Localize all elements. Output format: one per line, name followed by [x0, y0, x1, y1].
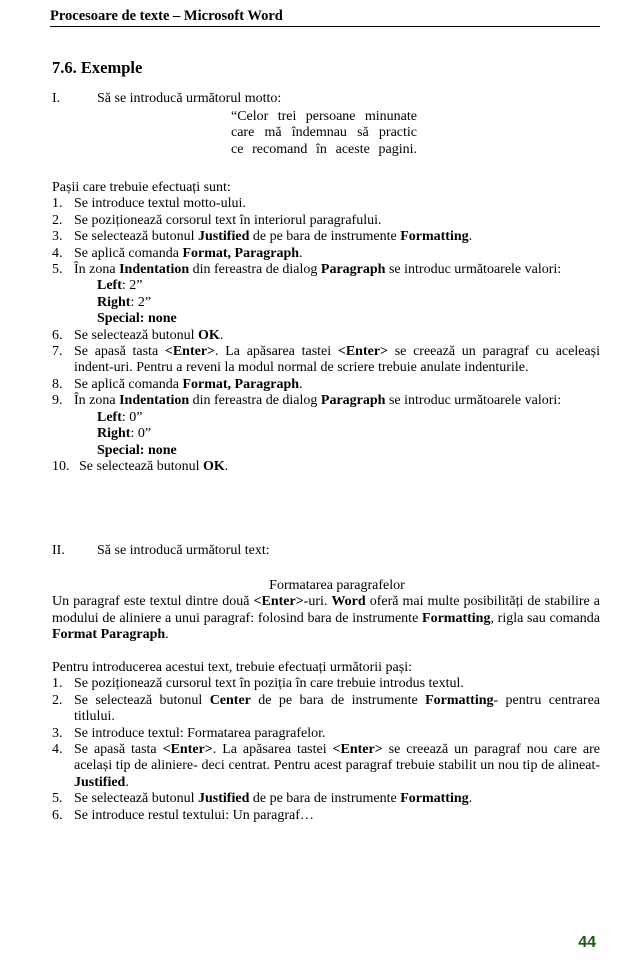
item-text: de pe bara de instrumente — [249, 229, 401, 245]
para-text: , rigla sau comanda — [490, 610, 600, 626]
list-item — [52, 693, 600, 726]
item-text: . — [125, 774, 129, 790]
bold-term: Right — [97, 426, 131, 442]
item-text: se creează un paragraf nou care are același tip de aliniere- deci centrat. Pentru acest paragraf trebuie stabilit un nou tip de alineat- — [74, 742, 600, 774]
list-item — [52, 229, 600, 245]
example-1-number: I. — [52, 91, 61, 106]
bold-term: Paragraph — [320, 393, 386, 409]
item-number: 2. — [52, 692, 63, 708]
example-2-body — [52, 578, 600, 824]
list-item — [52, 246, 600, 262]
bold-term: Format Paragraph — [52, 627, 166, 643]
example-2-instruction: Să se introducă următorul text: — [97, 543, 270, 558]
item-number: 1. — [52, 196, 63, 212]
item-text: În zona — [74, 262, 120, 278]
value-line — [52, 295, 600, 311]
item-number: 10. — [52, 458, 70, 474]
para-text: -uri. — [303, 594, 332, 610]
value-line — [52, 443, 600, 459]
bold-term: Formatting — [425, 692, 494, 708]
bold-term: Formatting — [400, 791, 469, 807]
item-number: 3. — [52, 229, 63, 245]
bold-term: OK — [198, 327, 220, 343]
motto-block — [231, 109, 417, 158]
value-line — [52, 311, 600, 327]
item-text: În zona — [74, 393, 120, 409]
list-item — [52, 791, 600, 807]
bold-term: <Enter> — [253, 594, 304, 610]
item-text: Se selectează butonul — [79, 458, 204, 474]
bold-term: Special: none — [97, 442, 177, 458]
item-text: : 0” — [130, 426, 152, 442]
item-text: Se selectează butonul — [74, 791, 199, 807]
item-number: 6. — [52, 327, 63, 343]
item-text: din fereastra de dialog — [189, 262, 321, 278]
item-text: . — [299, 245, 303, 261]
bold-term: <Enter> — [164, 344, 216, 360]
item-number: 8. — [52, 376, 63, 392]
bold-term: <Enter> — [332, 742, 383, 758]
item-text: Se selectează butonul — [74, 229, 199, 245]
bold-term: Format, Paragraph — [182, 245, 300, 261]
example-1-instruction: Să se introducă următorul motto: — [97, 91, 282, 106]
value-line — [52, 426, 600, 442]
motto-line: care mă îndemnau să practic — [231, 125, 417, 141]
item-number: 6. — [52, 807, 63, 823]
list-item — [52, 213, 600, 229]
list-item — [52, 742, 600, 791]
item-text: . — [299, 376, 303, 392]
item-number: 3. — [52, 725, 63, 741]
running-header: Procesoare de texte – Microsoft Word — [50, 7, 600, 27]
item-number: 5. — [52, 262, 63, 278]
bold-term: Justified — [74, 774, 126, 790]
bold-term: OK — [203, 458, 225, 474]
item-number: 4. — [52, 742, 63, 758]
list-item — [52, 726, 600, 742]
item-text: se introduc următoarele valori: — [385, 262, 562, 278]
steps-label: Pașii care trebuie efectuați sunt: — [52, 180, 231, 195]
item-text: Se introduce restul textului: Un paragraf… — [74, 807, 314, 823]
example-1-intro — [52, 91, 600, 107]
sample-paragraph — [52, 594, 600, 643]
list-item — [52, 393, 600, 409]
item-text: Se apasă tasta — [74, 344, 165, 360]
bold-term: Formatting — [422, 610, 491, 626]
bold-term: <Enter> — [162, 742, 213, 758]
list-item — [52, 196, 600, 212]
bold-term: Justified — [198, 791, 250, 807]
example-2-number: II. — [52, 543, 65, 558]
bold-term: Left — [97, 409, 122, 425]
item-number: 5. — [52, 791, 63, 807]
bold-term: Paragraph — [320, 262, 386, 278]
item-number: 2. — [52, 212, 63, 228]
item-text: . La apăsarea tastei — [215, 344, 338, 360]
item-text: de pe bara de instrumente — [250, 692, 426, 708]
bold-term: <Enter> — [337, 344, 389, 360]
item-text: : 2” — [130, 294, 152, 310]
section-title: 7.6. Exemple — [52, 58, 143, 77]
bold-term: Left — [97, 278, 122, 294]
list-item — [52, 808, 600, 824]
value-line — [52, 410, 600, 426]
steps-list — [52, 196, 600, 475]
para-text: Un paragraf este textul dintre două — [52, 594, 254, 610]
item-text: Se selectează butonul — [74, 327, 199, 343]
list-item — [52, 262, 600, 278]
steps-list — [52, 676, 600, 824]
item-text: Se aplică comanda — [74, 245, 183, 261]
item-text: : 2” — [121, 278, 143, 294]
item-text: . — [224, 458, 229, 474]
item-text: . — [468, 229, 473, 245]
motto-line: “Celor trei persoane minunate — [231, 109, 417, 124]
bold-term: Indentation — [119, 262, 190, 278]
bold-term: Format, Paragraph — [182, 376, 300, 392]
item-text: Se introduce textul motto-ului. — [74, 196, 246, 212]
para-text: . — [165, 627, 169, 643]
item-text: . — [219, 327, 224, 343]
item-text: se creează un paragraf cu aceleași indent-uri. Pentru a reveni la modul normal de scriere trebuie anulate indenturile. — [74, 344, 600, 376]
item-text: Se aplică comanda — [74, 376, 183, 392]
item-text: : 0” — [121, 409, 143, 425]
list-item — [52, 344, 600, 377]
item-number: 9. — [52, 393, 63, 409]
bold-term: Indentation — [119, 393, 190, 409]
list-item — [52, 676, 600, 692]
bold-term: Right — [97, 294, 131, 310]
item-text: se introduc următoarele valori: — [385, 393, 562, 409]
para-text: oferă mai multe posibilități de stabilire a modului de aliniere a unui paragraf: folosind bara de instrumente — [52, 594, 600, 626]
example-1-steps — [52, 180, 600, 475]
sample-heading: Formatarea paragrafelor — [269, 578, 405, 593]
item-text: Se poziționează corsorul text în interiorul paragrafului. — [74, 212, 382, 228]
item-text: . — [468, 791, 473, 807]
steps-label: Pentru introducerea acestui text, trebuie efectuați următorii pași: — [52, 660, 412, 676]
list-item — [52, 377, 600, 393]
example-2-intro — [52, 543, 600, 559]
page-number: 44 — [578, 934, 596, 951]
list-item — [52, 459, 600, 475]
item-text: din fereastra de dialog — [189, 393, 321, 409]
list-item — [52, 328, 600, 344]
item-text: Se selectează butonul — [74, 692, 210, 708]
item-text: Se introduce textul: Formatarea paragrafelor. — [74, 725, 326, 741]
value-line — [52, 278, 600, 294]
bold-term: Word — [331, 594, 366, 610]
item-number: 4. — [52, 245, 63, 261]
item-text: - pentru centrarea titlului. — [74, 692, 600, 725]
bold-term: Center — [209, 692, 251, 708]
motto-line: ce recomand în aceste pagini. — [231, 141, 417, 157]
bold-term: Special: none — [97, 311, 177, 327]
item-number: 7. — [52, 344, 63, 360]
bold-term: Justified — [198, 229, 250, 245]
item-number: 1. — [52, 676, 63, 692]
item-text: de pe bara de instrumente — [249, 791, 401, 807]
item-text: . La apăsarea tastei — [212, 742, 333, 758]
item-text: Se poziționează cursorul text în poziția în care trebuie introdus textul. — [74, 676, 464, 692]
bold-term: Formatting — [400, 229, 469, 245]
item-text: Se apasă tasta — [74, 742, 163, 758]
